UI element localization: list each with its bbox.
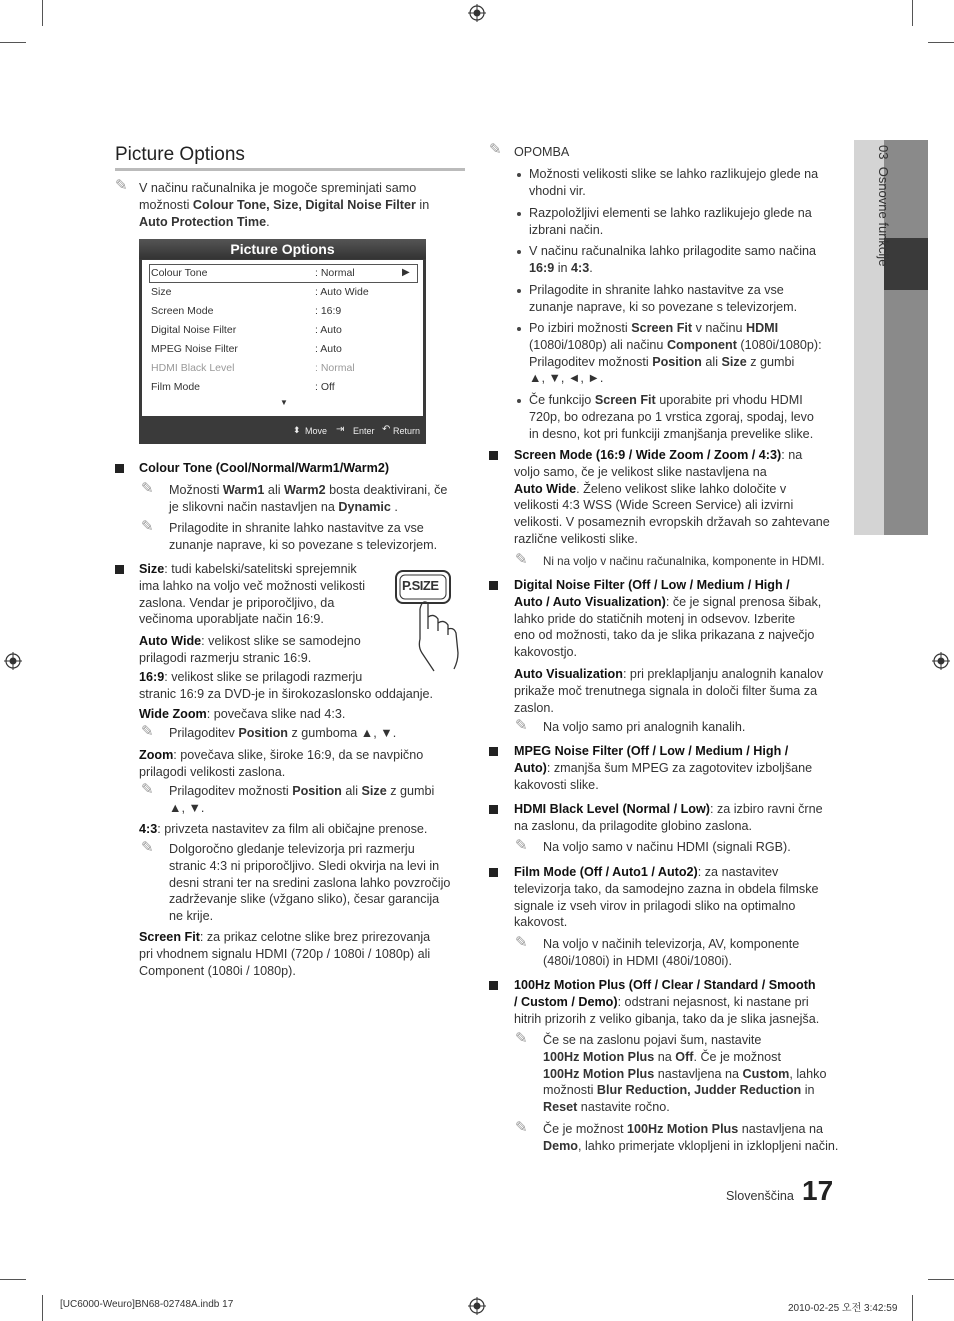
opomba-heading: OPOMBA <box>514 145 570 159</box>
hdmi-black-level-text: HDMI Black Level (Normal / Low): za izbiro ravni črne na zaslonu, da prilagodite globino zaslona. <box>514 802 823 833</box>
section-bullet <box>489 805 498 814</box>
page-number: 17 <box>802 1175 834 1206</box>
crop-mark <box>912 1295 913 1321</box>
auto-visualization-text: Auto Visualization: pri preklapljanju analognih kanalov prikaže moč trenutnega signala in določi filter šuma za zaslon. <box>514 667 824 715</box>
title-rule <box>115 168 465 171</box>
enter-icon: ⇥ <box>336 424 345 435</box>
list-bullet <box>517 289 521 293</box>
crop-mark <box>912 0 913 26</box>
section-bullet <box>115 464 124 473</box>
list-bullet <box>517 212 521 216</box>
motion-plus-note: Če je možnost 100Hz Motion Plus nastavljena na Demo, lahko primerjate vklopljeni in izklopljeni način. <box>543 1122 839 1153</box>
note-pencil-icon: ✎ <box>515 837 528 854</box>
zoom-note: Prilagoditev možnosti Position ali Size z gumbi ▲, ▼. <box>169 784 435 815</box>
crop-mark <box>42 1295 43 1321</box>
registration-mark-icon <box>468 4 486 22</box>
zoom-text: Zoom: povečava slike, široke 16:9, da se navpično prilagodi velikosti zaslona. <box>139 748 424 779</box>
note-pencil-icon: ✎ <box>115 177 128 194</box>
note-item: Možnosti velikosti slike se lahko razlikujejo glede na vhodni vir. <box>529 167 819 198</box>
section-bullet <box>489 868 498 877</box>
crop-mark <box>0 42 26 43</box>
language-label: Slovenščina <box>726 1189 794 1203</box>
return-label: Return <box>393 426 421 436</box>
film-mode-text: Film Mode (Off / Auto1 / Auto2): za nastavitev televizorja tako, da samodejno zazna in obdela filmske signale iz vseh virov in prilagodi sliko na optimalno kakovost. <box>514 865 819 930</box>
colour-tone-note: Prilagodite in shranite lahko nastavitve za vse zunanje naprave, ki so povezane s televizorjem. <box>169 521 438 552</box>
picture-options-menu <box>139 239 426 444</box>
auto-wide-text: Auto Wide: velikost slike se samodejno prilagodi razmerju stranic 16:9. <box>139 634 361 665</box>
auto-visualization-note: Na voljo samo pri analognih kanalih. <box>543 720 746 734</box>
note-item: V načinu računalnika lahko prilagodite samo načina 16:9 in 4:3. <box>529 244 817 275</box>
section-bullet <box>489 747 498 756</box>
screen-mode-text: Screen Mode (16:9 / Wide Zoom / Zoom / 4:3): na voljo samo, če je velikost slike nastavljena na Auto Wide. Želeno velikost slike lahko določite v velikosti 4:3 WSS (Wide Screen Service) ali izvirni velikosti. V posameznih evropskih državah so zahtevane različne velikosti slike. <box>514 448 830 546</box>
mpeg-noise-text: MPEG Noise Filter (Off / Low / Medium / High / Auto): zmanjša šum MPEG za zagotovitev izboljšane kakovosti slike. <box>514 744 813 792</box>
intro-note: V načinu računalnika je mogoče spreminjati samo možnosti Colour Tone, Size, Digital Noise Filter in Auto Protection Time. <box>139 181 430 229</box>
registration-mark-icon <box>4 652 22 670</box>
wide-zoom-note: Prilagoditev Position z gumboma ▲, ▼. <box>169 726 397 740</box>
arrow-right-icon: ▶ <box>402 267 410 278</box>
ratio-4-3-note: Dolgoročno gledanje televizorja pri razmerju stranic 4:3 ni priporočljivo. Sledi okvirja na levi in desni strani ter na sredini zaslona lahko povzročijo zadrževanje slike (vžgano sliko), česar garancija ne krije. <box>169 842 451 924</box>
film-mode-note: Na voljo v načinih televizorja, AV, komponente (480i/1080i) in HDMI (480i/1080i). <box>543 937 800 968</box>
list-bullet <box>517 250 521 254</box>
wide-zoom-text: Wide Zoom: povečava slike nad 4:3. <box>139 707 346 721</box>
note-item: Prilagodite in shranite lahko nastavitve za vse zunanje naprave, ki so povezane s televizorjem. <box>529 283 798 314</box>
note-pencil-icon: ✎ <box>141 781 154 798</box>
crop-mark <box>0 1279 26 1280</box>
registration-mark-icon <box>932 652 950 670</box>
section-bullet <box>115 565 124 574</box>
menu-footer <box>139 419 426 444</box>
page-title: Picture Options <box>115 144 245 165</box>
note-pencil-icon: ✎ <box>515 1030 528 1047</box>
note-pencil-icon: ✎ <box>141 518 154 535</box>
colour-tone-heading: Colour Tone (Cool/Normal/Warm1/Warm2) <box>139 461 390 475</box>
list-bullet <box>517 399 521 403</box>
note-pencil-icon: ✎ <box>141 723 154 740</box>
section-bullet <box>489 981 498 990</box>
note-pencil-icon: ✎ <box>515 934 528 951</box>
note-item: Razpoložljivi elementi se lahko razlikujejo glede na izbrani način. <box>529 206 812 237</box>
note-pencil-icon: ✎ <box>515 717 528 734</box>
file-info: [UC6000-Weuro]BN68-02748A.indb 17 <box>60 1299 234 1310</box>
screen-mode-note: Ni na voljo v načinu računalnika, komponente in HDMI. <box>543 555 825 568</box>
note-pencil-icon: ✎ <box>489 141 502 158</box>
note-pencil-icon: ✎ <box>515 551 528 568</box>
motion-plus-note: Če se na zaslonu pojavi šum, nastavite 100Hz Motion Plus na Off. Če je možnost 100Hz Motion Plus nastavljena na Custom, lahko možnosti Blur Reduction, Judder Reduction in Reset nastavite ročno. <box>543 1033 827 1115</box>
motion-plus-text: 100Hz Motion Plus (Off / Clear / Standard / Smooth / Custom / Demo): odstrani nejasnost, ki nastane pri hitrih prizorih z veliko gibanja, tako da je slika jasnejša. <box>514 978 820 1026</box>
digital-noise-text: Digital Noise Filter (Off / Low / Medium / High / Auto / Auto Visualization): če je signal prenosa šibak, lahko pride do statičnih motenj in odsevov. Izberite eno od možnosti, tako da je slika prikazana z največjo kakovostjo. <box>514 578 822 660</box>
return-icon: ↶ <box>382 424 391 435</box>
list-bullet <box>517 173 521 177</box>
psize-label: P.SIZE <box>402 578 439 593</box>
chapter-tab-label: 03 Osnovne funkcije <box>876 145 891 267</box>
menu-body: Colour Tone : Normal ▶ Size : Auto Wide Screen Mode : 16:9 Digital Noise Filter : Auto MPEG Noise Filter : Auto HDMI Black Level : Normal Film Mode : Off ▼ <box>142 260 423 416</box>
hdmi-black-level-note: Na voljo samo v načinu HDMI (signali RGB). <box>543 840 791 854</box>
list-bullet <box>517 327 521 331</box>
note-pencil-icon: ✎ <box>515 1119 528 1136</box>
screen-fit-text: Screen Fit: za prikaz celotne slike brez prirezovanja pri vhodnem signalu HDMI (720p / 1080i / 1080p) ali Component (1080i / 1080p). <box>139 930 431 978</box>
move-label: Move <box>305 426 328 436</box>
print-date: 2010-02-25 오전 3:42:59 <box>788 1303 898 1314</box>
section-bullet <box>489 581 498 590</box>
move-icon: ⬍ <box>293 425 301 435</box>
note-item: Po izbiri možnosti Screen Fit v načinu HDMI (1080i/1080p) ali načinu Component (1080i/1080p): Prilagoditev možnosti Position ali Size z gumbi ▲, ▼, ◄, ►. <box>529 321 822 386</box>
crop-mark <box>928 42 954 43</box>
ratio-4-3-text: 4:3: privzeta nastavitev za film ali običajne prenose. <box>139 822 428 836</box>
note-pencil-icon: ✎ <box>141 480 154 497</box>
menu-title: Picture Options <box>139 239 426 259</box>
crop-mark <box>928 1279 954 1280</box>
ratio-16-9-text: 16:9: velikost slike se prilagodi razmerju stranic 16:9 za DVD-je in širokozaslonsko oddajanje. <box>139 670 434 701</box>
section-bullet <box>489 451 498 460</box>
registration-mark-icon <box>468 1297 486 1315</box>
enter-label: Enter <box>353 426 375 436</box>
crop-mark <box>42 0 43 26</box>
size-text: Size: tudi kabelski/satelitski sprejemnik ima lahko na voljo več možnosti velikosti zaslona. Vendar je priporočljivo, da večinoma uporabljate način 16:9. <box>139 562 366 627</box>
note-pencil-icon: ✎ <box>141 839 154 856</box>
scroll-down-icon[interactable]: ▼ <box>280 398 288 407</box>
colour-tone-note: Možnosti Warm1 ali Warm2 bosta deaktivirani, če je slikovni način nastavljen na Dynamic . <box>169 483 448 514</box>
note-item: Če funkcijo Screen Fit uporabite pri vhodu HDMI 720p, bo odrezana po 1 vrstica zgoraj, spodaj, levo in desno, kot pri funkciji zmanjšanja prevelike slike. <box>529 393 814 441</box>
